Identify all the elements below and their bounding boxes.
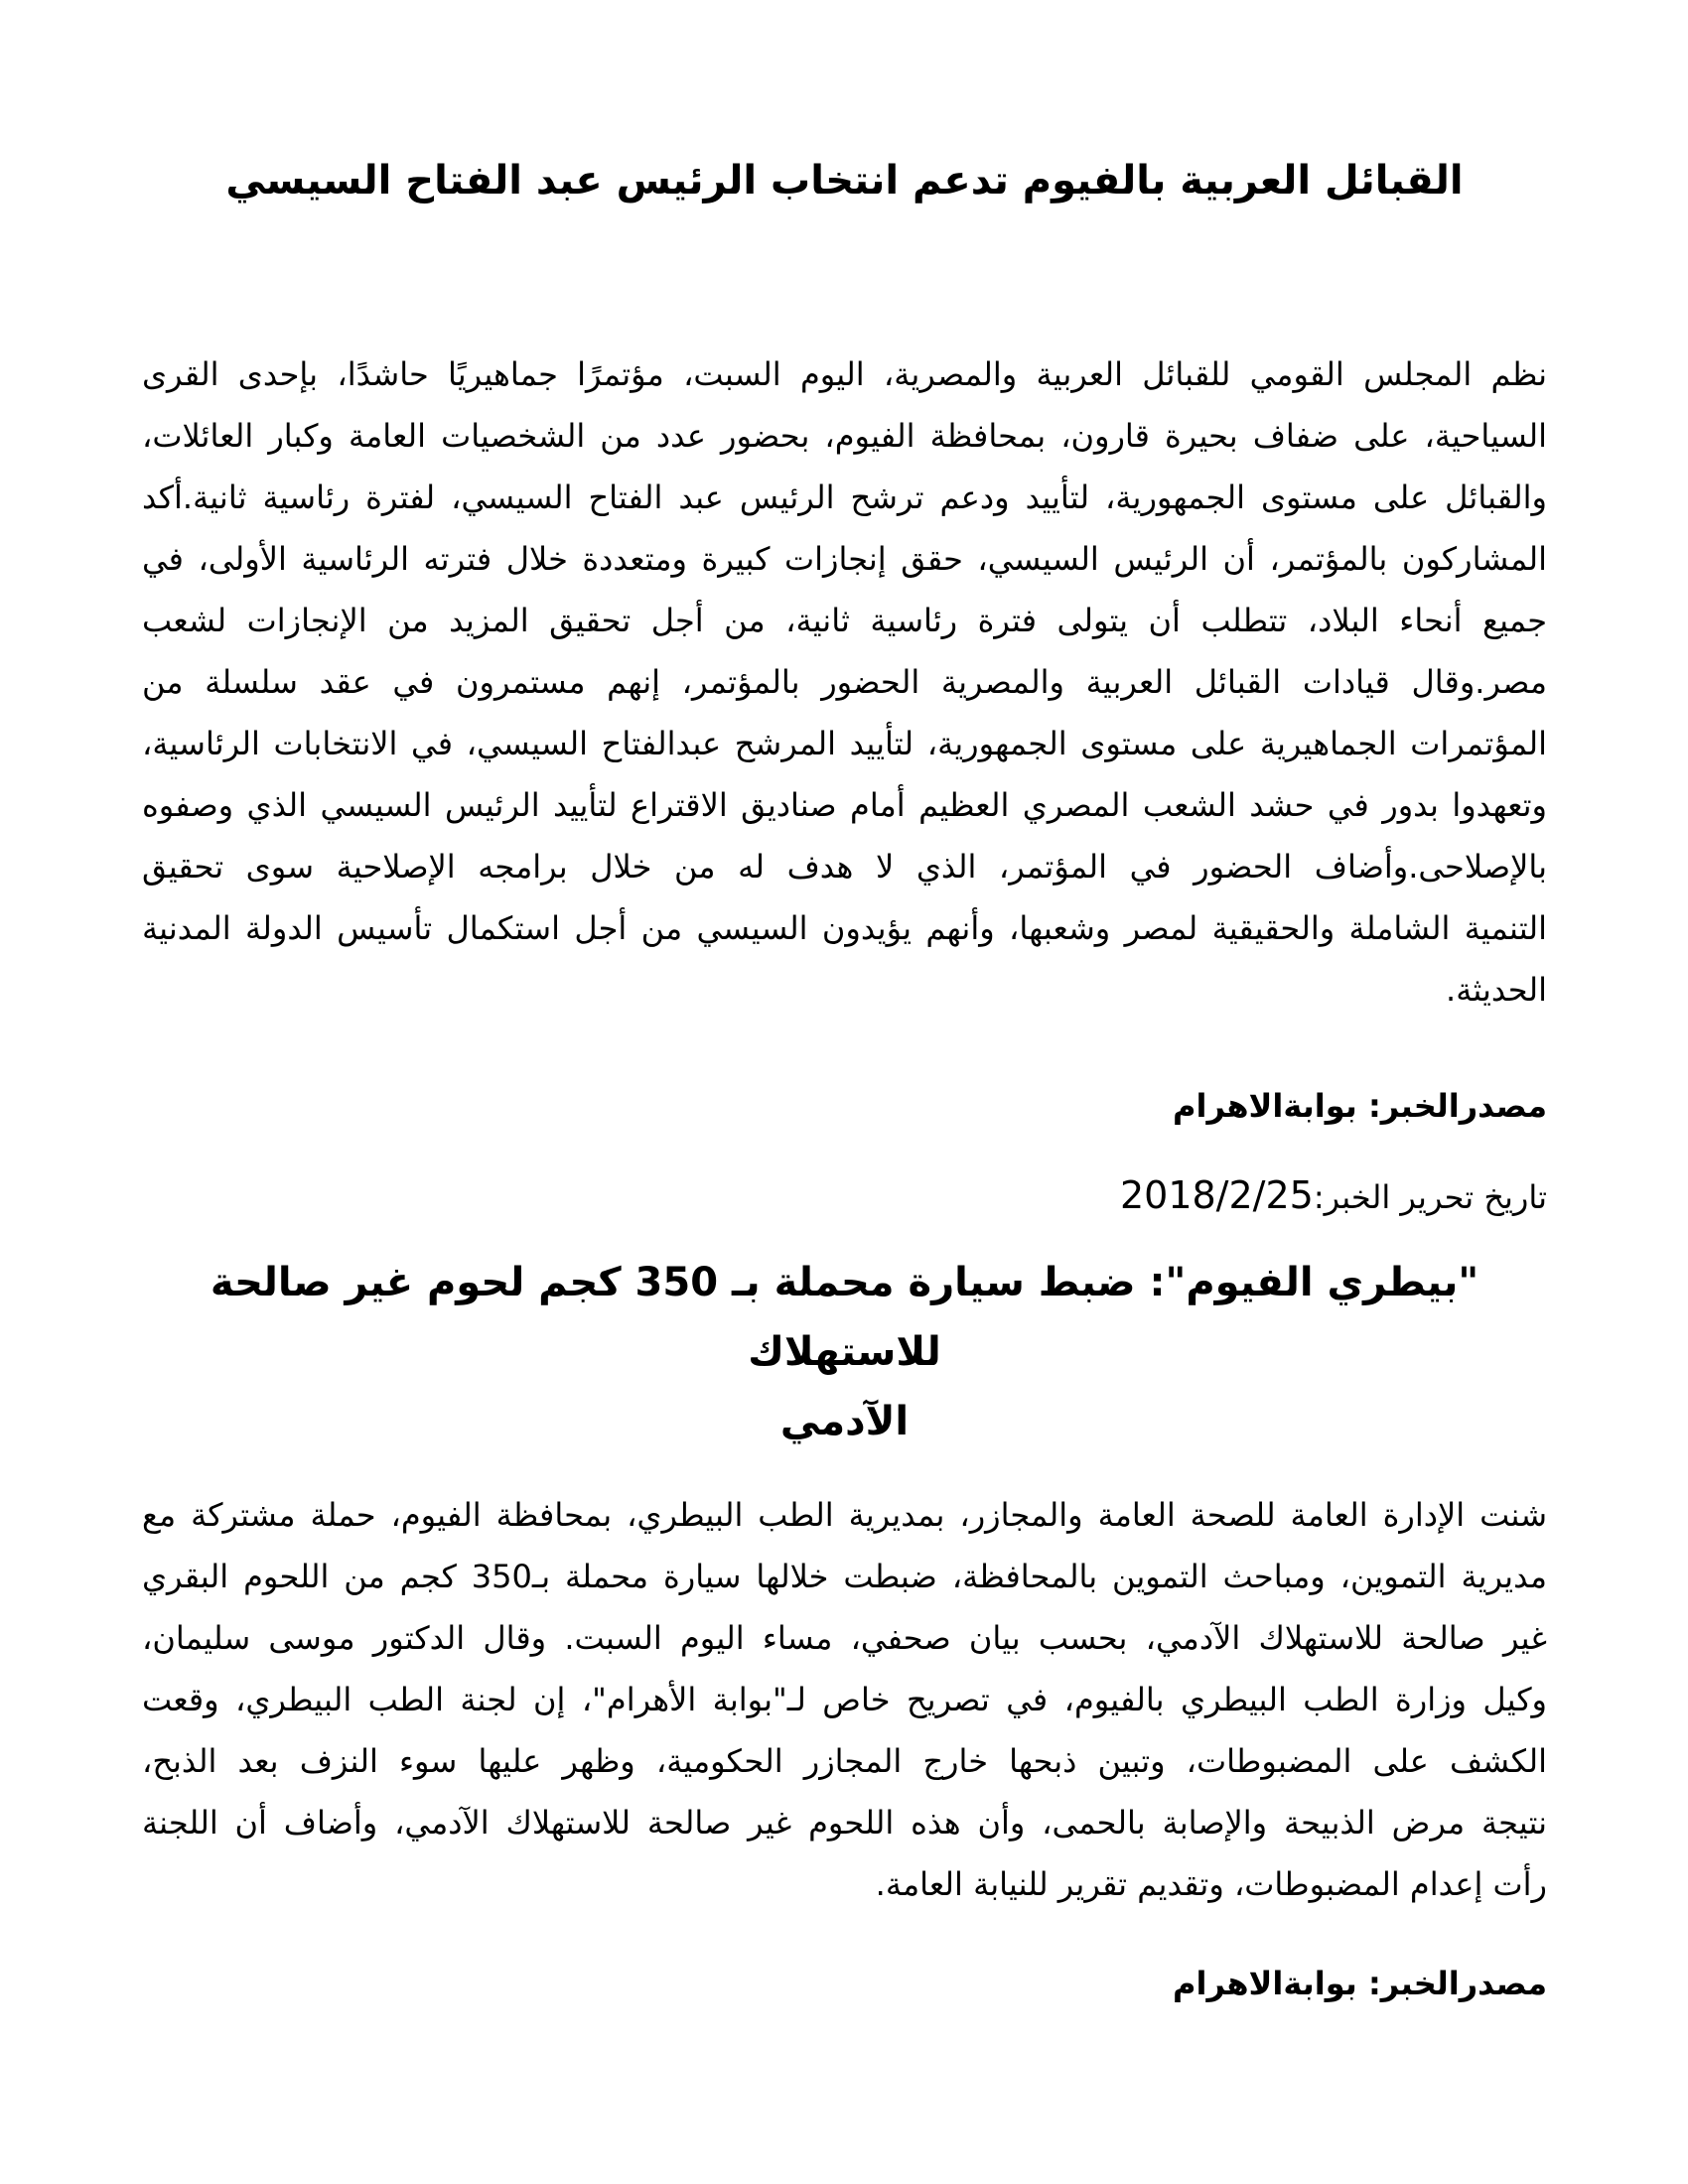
text-line: الآدمي xyxy=(779,1399,910,1444)
article2-source-line: مصدرالخبر: بوابةالاهرام xyxy=(1173,1965,1547,2002)
text-line: الحديثة. xyxy=(1446,971,1547,1009)
article2-paragraph xyxy=(142,1484,1547,1915)
text-line: مصر.وقال قيادات القبائل العربية والمصرية الحضور بالمؤتمر، إنهم مستمرون في عقد سلسلة من xyxy=(142,663,1547,701)
text-line: "بيطري الفيوم": ضبط سيارة محملة بـ 350 كجم لحوم غير صالحة للاستهلاك xyxy=(210,1260,1479,1375)
text-line: رأت إعدام المضبوطات، وتقديم تقرير للنيابة العامة. xyxy=(875,1865,1547,1903)
article1-date-line xyxy=(142,1164,1547,1228)
text-line: نظم المجلس القومي للقبائل العربية والمصرية، اليوم السبت، مؤتمرًا جماهيريًا حاشدًا، بإحدى القرى xyxy=(142,355,1547,393)
text-line: نتيجة مرض الذبيحة والإصابة بالحمى، وأن هذه اللحوم غير صالحة للاستهلاك الآدمي، وأضاف أن اللجنة xyxy=(142,1804,1547,1842)
text-line: التنمية الشاملة والحقيقية لمصر وشعبها، وأنهم يؤيدون السيسي من أجل استكمال تأسيس الدولة المدنية xyxy=(142,909,1547,947)
text-line: غير صالحة للاستهلاك الآدمي، بحسب بيان صحفي، مساء اليوم السبت. وقال الدكتور موسى سليمان، xyxy=(142,1619,1547,1657)
text-line: بالإصلاحى.وأضاف الحضور في المؤتمر، الذي لا هدف له من خلال برامجه الإصلاحية سوى تحقيق xyxy=(142,848,1547,886)
text-line: شنت الإدارة العامة للصحة العامة والمجازر، بمديرية الطب البيطري، بمحافظة الفيوم، حملة مشتركة مع xyxy=(142,1496,1547,1534)
text-line: مديرية التموين، ومباحث التموين بالمحافظة، ضبطت خلالها سيارة محملة بـ350 كجم من اللحوم البقري xyxy=(142,1558,1548,1595)
text-line: وكيل وزارة الطب البيطري بالفيوم، في تصريح خاص لـ"بوابة الأهرام"، إن لجنة الطب البيطري، وقعت xyxy=(142,1681,1547,1718)
text-line: جميع أنحاء البلاد، تتطلب أن يتولى فترة رئاسية ثانية، من أجل تحقيق المزيد من الإنجازات لشعب xyxy=(142,602,1547,639)
text-line: الكشف على المضبوطات، وتبين ذبحها خارج المجازر الحكومية، وظهر عليها سوء النزف بعد الذبح، xyxy=(142,1742,1547,1780)
text-line: السياحية، على ضفاف بحيرة قارون، بمحافظة الفيوم، بحضور عدد من الشخصيات العامة وكبار العائلات، xyxy=(142,417,1547,455)
article2-title xyxy=(142,1248,1547,1456)
article1-paragraph xyxy=(142,343,1547,1021)
text-line: المشاركون بالمؤتمر، أن الرئيس السيسي، حقق إنجازات كبيرة ومتعددة خلال فترته الرئاسية الأولى، في xyxy=(142,540,1547,578)
text-line: وتعهدوا بدور في حشد الشعب المصري العظيم أمام صناديق الاقتراع لتأييد الرئيس السيسي الذي وصفوه xyxy=(142,786,1547,824)
article1-date-label: تاريخ تحرير الخبر: xyxy=(1313,1178,1547,1216)
text-line: والقبائل على مستوى الجمهورية، لتأييد ودعم ترشح الرئيس عبد الفتاح السيسي، لفترة رئاسية ثانية.أكد xyxy=(142,478,1547,516)
article1-date-value: 2018/2/25 xyxy=(1119,1173,1314,1217)
text-line: المؤتمرات الجماهيرية على مستوى الجمهورية، لتأييد المرشح عبدالفتاح السيسي، في الانتخابات الرئاسية، xyxy=(142,725,1547,762)
article1-source-line: مصدرالخبر: بوابةالاهرام xyxy=(1173,1087,1547,1125)
article1-title: القبائل العربية بالفيوم تدعم انتخاب الرئيس عبد الفتاح السيسي xyxy=(225,158,1464,204)
